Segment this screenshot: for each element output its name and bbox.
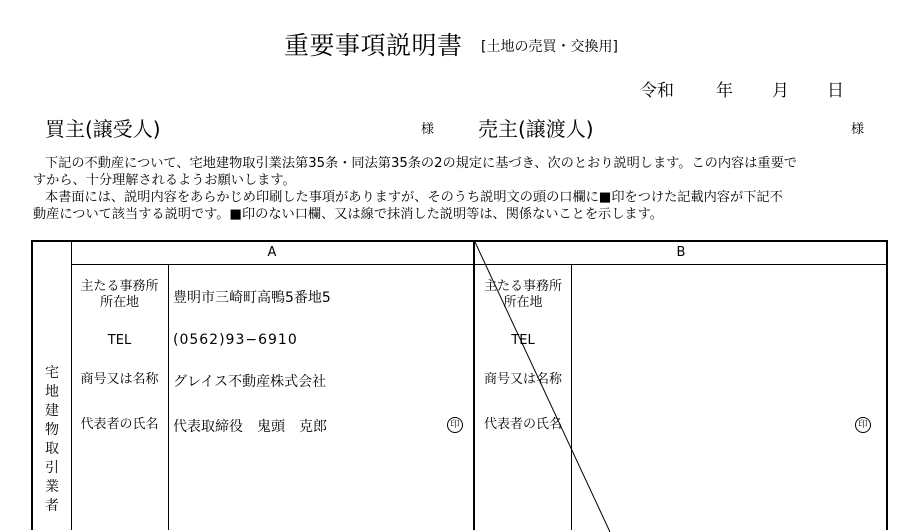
agent-info-table: [31, 240, 888, 530]
buyer-label: 買主(譲受人): [45, 117, 161, 141]
document-title: 重要事項説明書: [284, 31, 463, 60]
trade-name-label-b: 商号又は名称: [483, 372, 562, 387]
intro-paragraph-2: 本書面には、説明内容をあらかじめ印刷した事項がありますが、そのうち説明文の頭の口欄に■印をつけた記載内容が下記不: [45, 190, 783, 205]
date-month: 月: [772, 81, 789, 101]
office-address-label-a: 主たる事務所 所在地: [80, 279, 159, 310]
column-header-a: A: [267, 245, 277, 260]
representative-label-b: 代表者の氏名: [483, 417, 562, 432]
tel-label-a: TEL: [107, 333, 132, 348]
trade-name-value-a: グレイス不動産株式会社: [173, 374, 327, 390]
tel-value-a: (0562)93−6910: [173, 332, 298, 348]
representative-value-a: 代表取締役 鬼頭 克郎: [173, 419, 327, 435]
buyer-suffix: 様: [421, 122, 435, 137]
licensed-agent-label: 宅 地 建 物 取 引 業 者: [45, 365, 59, 514]
seller-suffix: 様: [851, 122, 865, 137]
date-era: 令和: [640, 81, 674, 101]
intro-paragraph-1: 下記の不動産について、宅地建物取引業法第35条・同法第35条の2の規定に基づき、次のとおり説明します。この内容は重要で: [45, 156, 797, 171]
document-subtitle: [土地の売買・交換用]: [481, 39, 618, 55]
seller-label: 売主(譲渡人): [478, 117, 594, 141]
trade-name-label-a: 商号又は名称: [80, 372, 159, 387]
representative-label-a: 代表者の氏名: [80, 417, 159, 432]
date-day: 日: [827, 81, 844, 101]
intro-paragraph-1-cont: すから、十分理解されるようお願いします。: [33, 173, 296, 188]
tel-label-b: TEL: [511, 333, 535, 348]
office-address-value-a: 豊明市三崎町高鴨5番地5: [173, 290, 331, 306]
office-address-label-b: 主たる事務所 所在地: [483, 279, 562, 310]
strike-through-line: [33, 242, 890, 532]
seal-mark-icon: 印: [447, 417, 463, 433]
date-year: 年: [716, 81, 733, 101]
intro-paragraph-2-cont: 動産について該当する説明です。■印のない口欄、又は線で抹消した説明等は、関係ないことを示します。: [33, 207, 663, 222]
column-header-b: B: [676, 245, 686, 260]
seal-mark-icon: 印: [855, 417, 871, 433]
